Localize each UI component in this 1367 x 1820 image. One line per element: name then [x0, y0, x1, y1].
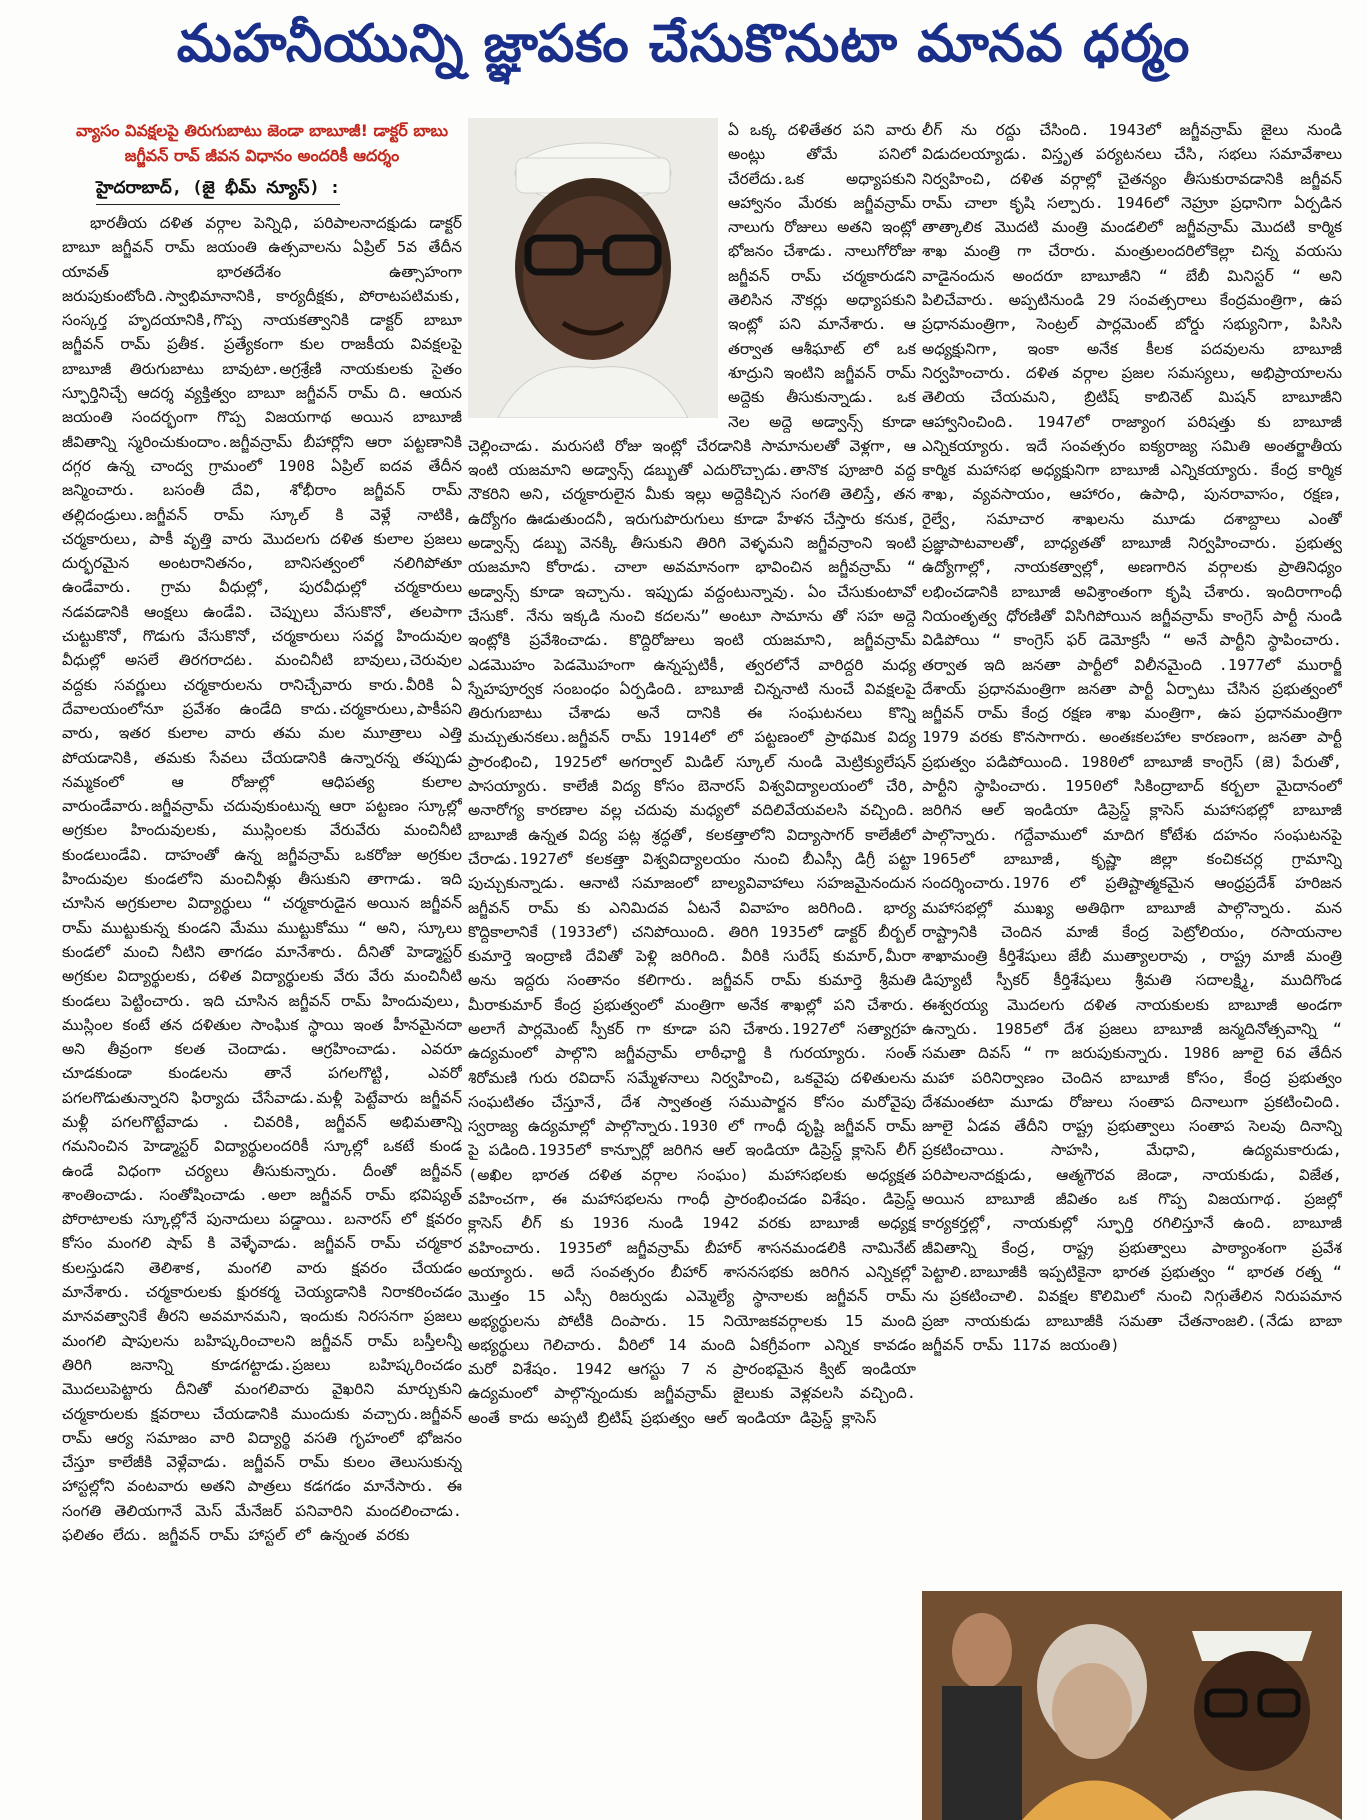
article-text-column-2: ఏ ఒక్క దళితేతర పని వారు అంట్లు తోమే పనిలో చేరలేదు.ఒక అధ్యాపకుని ఆహ్వానం మేరకు జగ్జీవన్రామ్ నాలుగు రోజులు అతని ఇంట్లో భోజనం చేశాడు. నాలుగోరోజు జగ్జీవన్ రామ్ చర్మకారుడని తెలిసిన నౌకర్లు అధ్యాపకుని ఇంట్లో పని మానేశారు. ఆ తర్వాత ఆశీఘాట్ లో ఒక శూద్రుని ఇంటిని జగ్జీవన్ రామ్ అద్దెకు తీసుకున్నాడు. ఒక నెల అద్దె అడ్వాన్స్ కూడా చెల్లించాడు. మరుసటి రోజు ఇంట్లో చేరడానికి సామానులతో వెళ్లగా, ఆ ఇంటి యజమాని అడ్వాన్స్ డబ్బుతో ఎదురొచ్చాడు.తానొక పూజారి వద్ద నౌకరిని అని, చర్మకారులైన మీకు ఇల్లు అద్దెకిచ్చిన సంగతి తెలిస్తే, తన ఉద్యోగం ఊడుతుందనీ, ఇరుగుపొరుగులు కూడా హేళన చేస్తారు కనుక, అడ్వాన్స్ డబ్బు వెనక్కి తీసుకుని తిరిగి వెళ్ళమని జగ్జీవన్రాంని ఇంటి యజమాని కోరాడు. చాలా అవమానంగా భావించిన జగ్జీవన్రామ్ “ అడ్వాన్స్ కూడా ఇచ్చాను. ఇప్పుడు వద్దంటున్నావు. ఏం చేసుకుంటావో చేసుకో. నేను ఇక్కడి నుంచి కదలను” అంటూ సామాను తో సహ అద్దె ఇంట్లోకి ప్రవేశించాడు. కొద్దిరోజులు ఇంటి యజమాని, జగ్జీవన్రామ్ ఎడమొహం పెడమొహంగా ఉన్నప్పటికీ, త్వరలోనే వారిద్దరి మధ్య స్నేహపూర్వక సంబంధం ఏర్పడింది. బాబూజీ చిన్ననాటి నుంచే వివక్షలపై తిరుగుబాటు చేశాడు అనే దానికి ఈ సంఘటనలు కొన్ని మచ్చుతునకలు.జగ్జీవన్ రామ్ 1914లో లో పట్టణంలో ప్రాథమిక విద్య ప్రారంభించి, 1925లో అగర్వాల్ మిడిల్ స్కూల్ నుండి మెట్రిక్యులేషన్ పాసయ్యారు. కాలేజీ విద్య కోసం బెనారస్ విశ్వవిద్యాలయంలో చేరి, అనారోగ్య కారణాల వల్ల చదువు మధ్యలో వదిలివేయవలసి వచ్చింది. బాబూజీ ఉన్నత విద్య పట్ల శ్రద్ధతో, కలకత్తాలోని విద్యాసాగర్ కాలేజీలో చేరాడు.1927లో కలకత్తా విశ్వవిద్యాలయం నుంచి బీఎస్సీ డిగ్రీ పట్టా పుచ్చుకున్నాడు. ఆనాటి సమాజంలో బాల్యవివాహాలు సహజమైనందున జగ్జీవన్ రామ్ కు ఎనిమిదవ ఏటనే వివాహం జరిగింది. భార్య కొద్దికాలానికే (1933లో) చనిపోయింది. తిరిగి 1935లో డాక్టర్ బీర్బల్ కుమార్తె ఇంద్రాణి దేవితో పెళ్లి జరిగింది. వీరికి సురేష్ కుమార్,మీరా అను ఇద్దరు సంతానం కలిగారు. జగ్జీవన్ రామ్ కుమార్తె శ్రీమతి మీరాకుమార్ కేంద్ర ప్రభుత్వంలో మంత్రిగా అనేక శాఖల్లో పని చేశారు. అలాగే పార్లమెంట్ స్పీకర్ గా కూడా పని చేశారు.1927లో సత్యాగ్రహ ఉద్యమంలో పాల్గొని జగ్జీవన్రామ్ లాఠీఛార్జి కి గురయ్యారు. సంత్ శిరోమణి గురు రవిదాస్ సమ్మేళనాలు నిర్వహించి, ఒకవైపు దళితులను సంఘటితం చేస్తూనే, దేశ స్వాతంత్ర సముపార్జన కోసం మరోవైపు స్వరాజ్య ఉద్యమాల్లో పాల్గొన్నారు.1930 లో గాంధీ దృష్టి జగ్జీవన్ రామ్ పై పడింది.1935లో కాన్పూర్లో జరిగిన ఆల్ ఇండియా డిప్రెస్డ్ క్లాసెస్ లీగ్ (అఖిల భారత దళిత వర్గాల సంఘం) మహాసభలకు అధ్యక్షత వహించగా, ఈ మహాసభలను గాంధీ ప్రారంభించడం విశేషం. డిప్రెస్డ్ క్లాసెస్ లీగ్ కు 1936 నుండి 1942 వరకు బాబూజీ అధ్యక్ష వహించారు. 1935లో జగ్జీవన్రామ్ బీహార్ శాసనమండలికి నామినేట్ అయ్యారు. అదే సంవత్సరం బీహార్ శాసనసభకు జరిగిన ఎన్నికల్లో మొత్తం 15 ఎస్సీ రిజర్వుడు ఎమ్మెల్యే స్థానాలకు జగ్జీవన్ రామ్ అభ్యర్థులను పోటీకి దింపారు. 15 నియోజకవర్గాలకు 15 మంది అభ్యర్థులు గెలిచారు. వీరిలో 14 మంది ఏకగ్రీవంగా ఎన్నిక కావడం మరో విశేషం. 1942 ఆగస్టు 7 న ప్రారంభమైన క్విట్ ఇండియా ఉద్యమంలో పాల్గొన్నందుకు జగ్జీవన్రామ్ జైలుకు వెళ్లవలసి వచ్చింది. అంతే కాదు అప్పటి బ్రిటిష్ ప్రభుత్వం ఆల్ ఇండియా డిప్రెస్డ్ క్లాసెస్ — [468, 121, 916, 1427]
article-text-column-1: భారతీయ దళిత వర్గాల పెన్నిధి, పరిపాలనాదక్షుడు డాక్టర్ బాబూ జగ్జీవన్ రామ్ జయంతి ఉత్సవాలను ఏప్రిల్ 5వ తేదీన యావత్ భారతదేశం ఉత్సాహంగా జరుపుకుంటోంది.స్వాభిమానానికి, కార్యదీక్షకు, పోరాటపటిమకు, సంస్కర్త హృదయానికి,గొప్ప నాయకత్వానికి డాక్టర్ బాబూ జగ్జీవన్ రామ్ ప్రతీక. ప్రత్యేకంగా కుల రాజకీయ వివక్షలపై బాబూజీ తిరుగుబాటు బావుటా.అగ్రశ్రేణి నాయకులకు సైతం స్ఫూర్తినిచ్చే ఆదర్శ వ్యక్తిత్వం బాబూ జగ్జీవన్ రామ్ ది. ఆయన జయంతి సందర్భంగా గొప్ప విజయగాథ అయిన బాబూజీ జీవితాన్ని స్మరించుకుందాం.జగ్జీవన్రామ్ బీహార్లోని ఆరా పట్టణానికి దగ్గర ఉన్న చాంద్వ గ్రామంలో 1908 ఏప్రిల్ ఐదవ తేదీన జన్మించారు. బసంతీ దేవి, శోభీరాం జగ్జీవన్ రామ్ తల్లిదండ్రులు.జగ్జీవన్ రామ్ స్కూల్ కి వెళ్లే నాటికి, చర్మకారులు, పాకీ వృత్తి వారు మొదలగు దళిత కులాల ప్రజలు దుర్భరమైన అంటరానితనం, బానిసత్వంలో నలిగిపోతూ ఉండేవారు. గ్రామ వీధుల్లో, పురవీధుల్లో చర్మకారులు నడవడానికి ఆంక్షలు ఉండేవి. చెప్పులు వేసుకొనో, తలపాగా చుట్టుకొనో, గొడుగు వేసుకొనో, చర్మకారులు సవర్ణ హిందువుల వీధుల్లో అసలే తిరగరాదట. మంచినీటి బావులు,చెరువుల వద్దకు సవర్ణులు చర్మకారులను రానిచ్చేవారు కారు.వీరికి ఏ దేవాలయంలోనూ ప్రవేశం ఉండేది కాదు.చర్మకారులు,పాకీపని వారు, ఇతర కులాల వారు తమ మల మూత్రాలు ఎత్తి పోయడానికి, తమకు సేవలు చేయడానికి ఉన్నారన్న తప్పుడు నమ్మకంలో ఆ రోజుల్లో ఆధిపత్య కులాల వారుండేవారు.జగ్జీవన్రామ్ చదువుకుంటున్న ఆరా పట్టణం స్కూల్లో అగ్రకుల హిందువులకు, ముస్లింలకు వేరువేరు మంచినీటి కుండలుండేవి. దాహంతో ఉన్న జగ్జీవన్రామ్ ఒకరోజు అగ్రకుల హిందువుల కుండలోని మంచినీళ్లు తీసుకుని తాగాడు. ఇది చూసిన అగ్రకులాల విద్యార్థులు “ చర్మకారుడైన అయిన జగ్జీవన్ రామ్ ముట్టుకున్న కుండని మేము ముట్టుకోము “ అని, స్కూలు కుండలో మంచి నీటిని తాగడం మానేశారు. దీనితో హెడ్మాస్టర్ అగ్రకుల విద్యార్థులకు, దళిత విద్యార్థులకు వేరు వేరు మంచినీటి కుండలు పెట్టించారు. ఇది చూసిన జగ్జీవన్ రామ్ హిందువులు, ముస్లింల కంటే తన దళితుల సాంఘిక స్థాయి ఇంత హీనమైనదా అని తీవ్రంగా కలత చెందాడు. ఆగ్రహించాడు. ఎవరూ చూడకుండా కుండలను తానే పగలగొట్టి, ఎవరో పగలగొడుతున్నారని ఫిర్యాదు చేసేవాడు.మళ్లీ పెట్టేవారు జగ్జీవన్ మళ్లీ పగలగొట్టేవాడు . చివరికి, జగ్జీవన్ అభిమతాన్ని గమనించిన హెడ్మాస్టర్ విద్యార్థులందరికీ స్కూల్లో ఒకటే కుండ ఉండే విధంగా చర్యలు తీసుకున్నారు. దీంతో జగ్జీవన్ శాంతించాడు. సంతోషించాడు .అలా జగ్జీవన్ రామ్ భవిష్యత్ పోరాటాలకు స్కూల్లోనే పునాదులు పడ్డాయి. బనారస్ లో క్షవరం కోసం మంగలి షాప్ కి వెళ్ళేవాడు. జగ్జీవన్ రామ్ చర్మకార కులస్తుడని తెలిశాక, మంగలి వారు క్షవరం చేయడం మానేశారు. చర్మకారులకు క్షురకర్మ చెయ్యడానికి నిరాకరించడం మానవత్వానికే తీరని అవమానమని, ఇందుకు నిరసనగా ప్రజలు మంగలి షాపులను బహిష్కరించాలని జగ్జీవన్ రామ్ బస్తీలన్నీ తిరిగి జనాన్ని కూడగట్టాడు.ప్రజలు బహిష్కరించడం మొదలుపెట్టారు దీనితో మంగలివారు వైఖరిని మార్చుకుని చర్మకారులకు క్షవరాలు చేయడానికి ముందుకు వచ్చారు.జగ్జీవన్ రామ్ ఆర్య సమాజం వారి విద్యార్థి వసతి గృహంలో భోజనం చేస్తూ కాలేజీకి వెళ్లేవాడు. జగ్జీవన్ రామ్ కులం తెలుసుకున్న హాస్టల్లోని వంటవారు అతని పాత్రలు కడగడం మానేసారు. ఈ సంగతి తెలియగానే మెస్ మేనేజర్ పనివారిని మందలించాడు. ఫలితం లేదు. జగ్జీవన్ రామ్ హాస్టల్ లో ఉన్నంత వరకు — [62, 214, 462, 1545]
portrait-photo — [468, 118, 718, 418]
article-column-3 — [922, 118, 1342, 1583]
subheadline: వ్యాసం వివక్షలపై తిరుగుబాటు జెండా బాబూజీ! డాక్టర్ బాబు జగ్జీవన్ రావ్ జీవన విధానం అందరికీ ఆదర్శం — [75, 121, 449, 165]
headline: మహనీయున్ని జ్ఞాపకం చేసుకొనుటా మానవ ధర్మం — [176, 13, 1191, 74]
article-column-1 — [62, 118, 462, 1813]
dateline: హైదరాబాద్, (జై భీమ్ న్యూస్) : — [96, 178, 340, 205]
article-column-2 — [468, 118, 916, 1813]
article-text-column-3: లీగ్ ను రద్దు చేసింది. 1943లో జగ్జీవన్రామ్ జైలు నుండి విడుదలయ్యాడు. విస్తృత పర్యటనలు చేసి, సభలు సమావేశాలు నిర్వహించి, దళిత వర్గాల్లో చైతన్యం తీసుకురావడానికి జగ్జీవన్ రామ్ చాలా కృషి సల్పారు. 1946లో నెహ్రూ ప్రధానిగా ఏర్పడిన తాత్కాలిక మొదటి మంత్రి మండలిలో జగ్జీవన్రామ్ మొదటి కార్మిక శాఖ మంత్రి గా చేరారు. మంత్రులందరిలోకెల్లా చిన్న వయసు వాడైనందున అందరూ బాబూజీని “ బేబీ మినిస్టర్ “ అని పిలిచేవారు. అప్పటినుండి 29 సంవత్సరాలు కేంద్రమంత్రిగా, ఉప ప్రధానమంత్రిగా, సెంట్రల్ పార్లమెంట్ బోర్డు సభ్యునిగా, పిసిసి అధ్యక్షునిగా, ఇంకా అనేక కీలక పదవులను బాబూజీ నిర్వహించారు. దళిత వర్గాల ప్రజల సమస్యలు, అభిప్రాయాలను తెలియ చేయమని, బ్రిటిష్ కాబినెట్ మిషన్ బాబూజీని ఆహ్వానించింది. 1947లో రాజ్యాంగ పరిషత్తు కు బాబూజీ ఎన్నికయ్యారు. ఇదే సంవత్సరం ఐక్యరాజ్య సమితి అంతర్జాతీయ కార్మిక మహాసభ అధ్యక్షునిగా బాబూజీ ఎన్నికయ్యారు. కేంద్ర కార్మిక శాఖ, వ్యవసాయం, ఆహారం, ఉపాధి, పునరావాసం, రక్షణ, రైల్వే, సమాచార శాఖలను మూడు దశాబ్దాలు ఎంతో ప్రజ్ఞాపాటవాలతో, బాధ్యతతో బాబూజీ నిర్వహించారు. ప్రభుత్వ ఉద్యోగాల్లో, నాయకత్వాల్లో, అణగారిన వర్గాలకు ప్రాతినిధ్యం లభించడానికి బాబూజీ అవిశ్రాంతంగా కృషి చేశారు. ఇందిరాగాంధీ నియంతృత్వ ధోరణితో విసిగిపోయిన జగ్జీవన్రామ్ కాంగ్రెస్ పార్టీ నుండి విడిపోయి “ కాంగ్రెస్ ఫర్ డెమోక్రసీ “ అనే పార్టీని స్థాపించారు. తర్వాత ఇది జనతా పార్టీలో విలీనమైంది .1977లో మురార్జీ దేశాయ్ ప్రధానమంత్రిగా జనతా పార్టీ ఏర్పాటు చేసిన ప్రభుత్వంలో జగ్జీవన్ రామ్ కేంద్ర రక్షణ శాఖ మంత్రిగా, ఉప ప్రధానమంత్రిగా 1979 వరకు కొనసాగారు. అంతఃకలహాల కారణంగా, జనతా పార్టీ ప్రభుత్వం పడిపోయింది. 1980లో బాబూజీ కాంగ్రెస్ (జె) పేరుతో, పార్టీని స్థాపించారు. 1950లో సికింద్రాబాద్ కర్బలా మైదానంలో జరిగిన ఆల్ ఇండియా డిప్రెస్డ్ క్లాసెస్ మహాసభల్లో బాబూజీ పాల్గొన్నారు. గద్దేవాములో మాదిగ కోటేశు దహనం సంఘటనపై 1965లో బాబూజీ, కృష్ణా జిల్లా కంచికచర్ల గ్రామాన్ని సందర్శించారు.1976 లో ప్రతిష్టాత్మకమైన ఆంధ్రప్రదేశ్ హరిజన మహాసభల్లో ముఖ్య అతిథిగా బాబూజీ పాల్గొన్నారు. మన రాష్ట్రానికి చెందిన మాజీ కేంద్ర పెట్రోలియం, రసాయనాల శాఖామంత్రి కీర్తిశేషులు జేబీ ముత్యాలరావు , రాష్ట్ర మాజీ మంత్రి డిప్యూటీ స్పీకర్ కీర్తిశేషులు శ్రీమతి సదాలక్ష్మి, ముదిగొండ ఈశ్వరయ్య మొదలగు దళిత నాయకులకు బాబూజీ అండగా ఉన్నారు. 1985లో దేశ ప్రజలు బాబూజీ జన్మదినోత్సవాన్ని “ సమతా దివస్ “ గా జరుపుకున్నారు. 1986 జూలై 6వ తేదీన మహా పరినిర్వాణం చెందిన బాబూజీ కోసం, కేంద్ర ప్రభుత్వం దేశమంతటా మూడు రోజులు సంతాప దినాలుగా ప్రకటించింది. జూలై ఏడవ తేదీని రాష్ట్ర ప్రభుత్వాలు సంతాప సెలవు దినాన్ని ప్రకటించాయి. సాహసి, మేధావి, ఉద్యమకారుడు, పరిపాలనాదక్షుడు, ఆత్మగౌరవ జెండా, నాయకుడు, విజేత, అయిన బాబూజీ జీవితం ఒక గొప్ప విజయగాథ. ప్రజల్లో కార్యకర్తల్లో, నాయకుల్లో స్ఫూర్తి రగిలిస్తూనే ఉంది. బాబూజీ జీవితాన్ని కేంద్ర, రాష్ట్ర ప్రభుత్వాలు పాఠ్యాంశంగా ప్రవేశ పెట్టాలి.బాబూజీకి ఇప్పటికైనా భారత ప్రభుత్వం “ భారత రత్న “ ను ప్రకటించాలి. వివక్షల కొలిమిలో నుంచి నిగ్గుతేలిన నిరుపమాన ప్రజా నాయకుడు బాబూజీకి సమతా చేతనాంజలి.(నేడు బాబా జగ్జీవన్ రామ్ 117వ జయంతి) — [922, 121, 1342, 1354]
group-photo — [922, 1591, 1342, 1820]
